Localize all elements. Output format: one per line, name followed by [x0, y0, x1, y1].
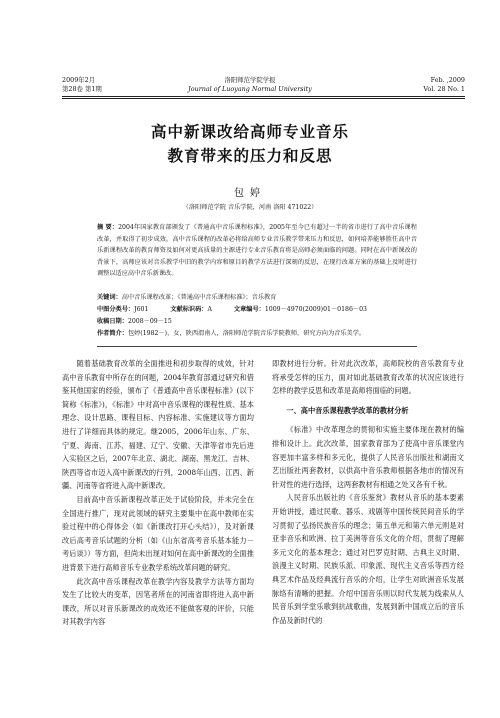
- header-volume-en: Vol. 28 No. 1: [423, 85, 465, 93]
- classification-line: [97, 304, 427, 316]
- author-name: 包婷: [234, 188, 266, 199]
- received-label: 收稿日期：: [97, 318, 128, 325]
- article-no-value: 1009－4970(2009)01－0186－03: [264, 306, 367, 313]
- abstract-text: 2004年国家教育部颁发了《普通高中音乐课程标准》，2005年至今已有超过一半的省市进行了高中音乐课程改革，并取得了初步成效。高中音乐课程的改革必将给高师专业音乐教学带来压力和反思，如何培养能够胜任高中音乐新课程改革的教育师资及如何对更高质量的主源进行专业音乐教育将是高师必须面临的问题。同时在高中新课改的背景下，高师应该对音乐教学中旧的教学内容和原目的教学方法进行深刻的反思，在现行改革方案的基础上及时进行调整以适应高中音乐新课改。: [97, 224, 417, 277]
- left-paragraph-2: 目前高中音乐新课程改革正处于试验阶段，并未完全在全国进行推广，现对此领域的研究主要集中在高中教师在实验过程中的心得体会（如《新课改打开心头结》），及对新课改后高考音乐试题的分析（如《山东省高考音乐基本能力－考后谈》）等方面，但尚未出现对如何在高中新课改的全面推进背景下进行高师音乐专业教学系统改革问题的研究。: [62, 494, 254, 572]
- author-bio-label: 作者简介：: [97, 330, 128, 337]
- clc-value: J601: [134, 306, 149, 313]
- header-journal-cn: 洛阳师范学院学报: [224, 76, 276, 84]
- header-rule-bottom: [62, 98, 465, 99]
- abstract-label: 摘 要：: [97, 224, 119, 231]
- doc-code-label: 文献标识码：: [170, 306, 208, 313]
- body-right-column: [272, 357, 464, 627]
- clc-label: 中图分类号：: [97, 306, 135, 313]
- header-volume-issue: 第28卷 第1期: [62, 85, 102, 93]
- left-paragraph-1: 随着基础教育改革的全面推进和初步取得的成效，针对高中音乐教育中所存在的问题，2004年教育部通过研究和借鉴其他国家的经验，颁布了《普通高中音乐课程标准》(以下简称《标准》)，《标准》中对高中音乐课程的课程性质、基本理念、设计思路、课程目标、内容标准、实施建议等方面均进行了详细而具体的规定。继2005，2006年山东、广东、宁夏、海南、江苏、福建、辽宁、安徽、天津等省市先后进入实验区之后，2007年北京、湖北、湖南、黑龙江、吉林、陕西等省市迈入高中新课改的行列，2008年山西、江西、新疆、河南等省将进入高中新课改。: [62, 359, 254, 491]
- section-heading: 一、高中音乐课程教学改革的教材分析: [286, 405, 409, 415]
- title-line-2: 教育带来的压力和反思: [167, 146, 333, 165]
- header-rule-top: [62, 96, 465, 97]
- received-date: 2008－09－15: [127, 318, 172, 325]
- received-line: [97, 316, 427, 328]
- author-affiliation: （洛阳师范学院 音乐学院，河南 洛阳 471022）: [182, 204, 318, 211]
- header-journal-en: Journal of Luoyang Normal University: [188, 85, 312, 93]
- header-date: 2009年2月: [62, 76, 96, 84]
- abstract-divider: [97, 346, 417, 347]
- right-intro-text: 即教材进行分析。针对此次改革，高师院校的音乐教育专业将承受怎样的压力，面对如此基础教育改革的状况应该进行怎样的教学反思和改革是高师将面临的问题。: [272, 359, 464, 396]
- doc-code-value: A: [207, 306, 212, 313]
- title-line-1: 高中新课改给高师专业音乐: [150, 122, 349, 141]
- author-bio-line: [97, 328, 427, 340]
- article-no-label: 文章编号：: [233, 306, 265, 313]
- right-paragraph-2: 人民音乐出版社的《音乐鉴赏》教材从音乐的基本要素开始讲授，通过民歌、器乐、戏剧等中国传统民间音乐的学习贯彻了弘扬民族音乐的理念；第五单元和第六单元则是对亚非音乐和欧洲、拉丁美洲等音乐文化的介绍，贯彻了理解多元文化的基本理念；通过对巴罗克时期、古典主义时期、浪漫主义时期、民族乐派、印象派、现代主义音乐等西方经典艺术作品及经典流行音乐的介绍，让学生对欧洲音乐发展脉络有清晰的把握。介绍中国音乐则以时代发展为线索从人民音乐到学堂乐歌到抗战歌曲，发展到新中国成立后的音乐作品及新时代的: [272, 493, 464, 625]
- body-left-column: [62, 357, 254, 629]
- header-date-en: Feb. ,2009: [430, 76, 465, 84]
- keywords-line: [97, 292, 427, 304]
- abstract: [97, 222, 417, 280]
- keywords-label: 关键词：: [97, 294, 122, 301]
- left-paragraph-3: 此次高中音乐课程改革在教学内容及教学方法等方面均发生了比较大的变革，因笔者所在的河南省即将进入高中新课改，所以对音乐新课改的成效还不能做客观的评价，只能对其教学内容: [62, 576, 254, 627]
- author-bio: 包婷(1982－)，女，陕西渭南人，洛阳师范学院音乐学院教师，研究方向为音乐美学。: [127, 330, 366, 337]
- keywords: 高中音乐课程改革；《普通高中音乐课程标准》；音乐教育: [121, 294, 277, 301]
- right-paragraph-1: 《标准》中改革理念的贯彻和实施主要体现在教材的编排和设计上。此次改革，国家教育部为了使高中音乐课堂内容更加丰富多样和多元化，提供了人民音乐出版社和湖南文艺出版社两套教材，以供高中音乐教师根据各地市的情况有针对性的进行选择，这两套教材有相通之处又各有千秋。: [272, 425, 464, 489]
